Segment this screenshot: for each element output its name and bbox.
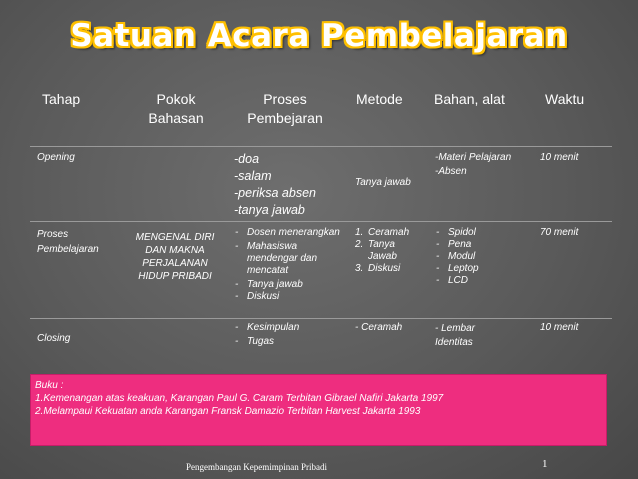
- footer-text: Pengembangan Kepemimpinan Pribadi: [186, 462, 327, 472]
- opening-tahap: Opening: [37, 152, 75, 163]
- proses-waktu: 70 menit: [540, 227, 579, 238]
- opening-bahan-item: -Absen: [435, 166, 467, 177]
- header-metode: Metode: [356, 91, 403, 107]
- header-pokok-bahasan: Pokok Bahasan: [148, 91, 204, 126]
- opening-proses-list: [234, 151, 349, 219]
- proses-bahan-item: - Modul: [435, 251, 525, 263]
- slide-title: Satuan Acara Pembelajaran: [70, 18, 568, 54]
- closing-bahan: - Lembar Identitas: [435, 323, 476, 348]
- proses-bahan-item: - Spidol: [435, 227, 525, 239]
- closing-proses-list: [234, 322, 346, 348]
- page-number: 1: [542, 458, 548, 470]
- closing-metode: - Ceramah: [355, 322, 403, 333]
- opening-metode: Tanya jawab: [355, 177, 411, 188]
- opening-waktu: 10 menit: [540, 152, 579, 163]
- proses-proses-item: - Dosen menerangkan: [234, 227, 346, 239]
- closing-waktu: 10 menit: [540, 322, 579, 333]
- proses-tahap: Proses Pembelajaran: [37, 229, 99, 255]
- buku-reference-box: [30, 374, 607, 446]
- opening-proses-item: -periksa absen: [234, 186, 316, 200]
- proses-proses-item: - Mahasiswa mendengar dan mencatat: [234, 241, 346, 277]
- header-tahap: Tahap: [42, 91, 81, 107]
- proses-metode-item: 2. Tanya Jawab: [355, 239, 397, 262]
- proses-bahan-item: - LCD: [435, 275, 525, 287]
- row-divider: [30, 318, 612, 319]
- closing-proses-item: - Kesimpulan: [234, 322, 346, 334]
- proses-bahan-list: [435, 227, 525, 287]
- opening-proses-item: -salam: [234, 169, 272, 183]
- closing-proses-item: - Tugas: [234, 336, 346, 348]
- opening-bahan-list: [435, 152, 535, 178]
- opening-proses-item: -tanya jawab: [234, 203, 305, 217]
- buku-heading: Buku :: [35, 380, 64, 391]
- proses-metode-item: 3. Diskusi: [355, 263, 401, 274]
- header-proses: Proses Pembejaran: [247, 91, 323, 126]
- row-divider: [30, 221, 612, 222]
- proses-metode-list: [355, 227, 430, 275]
- proses-proses-item: - Diskusi: [234, 291, 346, 303]
- header-bahan-alat: Bahan, alat: [434, 91, 505, 107]
- proses-pokok-bahasan: MENGENAL DIRI DAN MAKNA PERJALANAN HIDUP PRIBADI: [135, 232, 215, 282]
- proses-metode-item: 1. Ceramah: [355, 227, 410, 238]
- proses-bahan-item: - Leptop: [435, 263, 525, 275]
- opening-bahan-item: -Materi Pelajaran: [435, 152, 512, 163]
- closing-tahap: Closing: [37, 333, 71, 344]
- header-waktu: Waktu: [545, 91, 585, 107]
- proses-proses-list: [234, 227, 346, 303]
- opening-proses-item: -doa: [234, 152, 260, 166]
- proses-proses-item: - Tanya jawab: [234, 279, 346, 291]
- proses-bahan-item: - Pena: [435, 239, 525, 251]
- buku-item: 1.Kemenangan atas keakuan, Karangan Paul G. Caram Terbitan Gibrael Nafiri Jakarta 1997: [35, 393, 444, 404]
- row-divider: [30, 146, 612, 147]
- buku-item: 2.Melampaui Kekuatan anda Karangan Fransk Damazio Terbitan Harvest Jakarta 1993: [35, 406, 421, 417]
